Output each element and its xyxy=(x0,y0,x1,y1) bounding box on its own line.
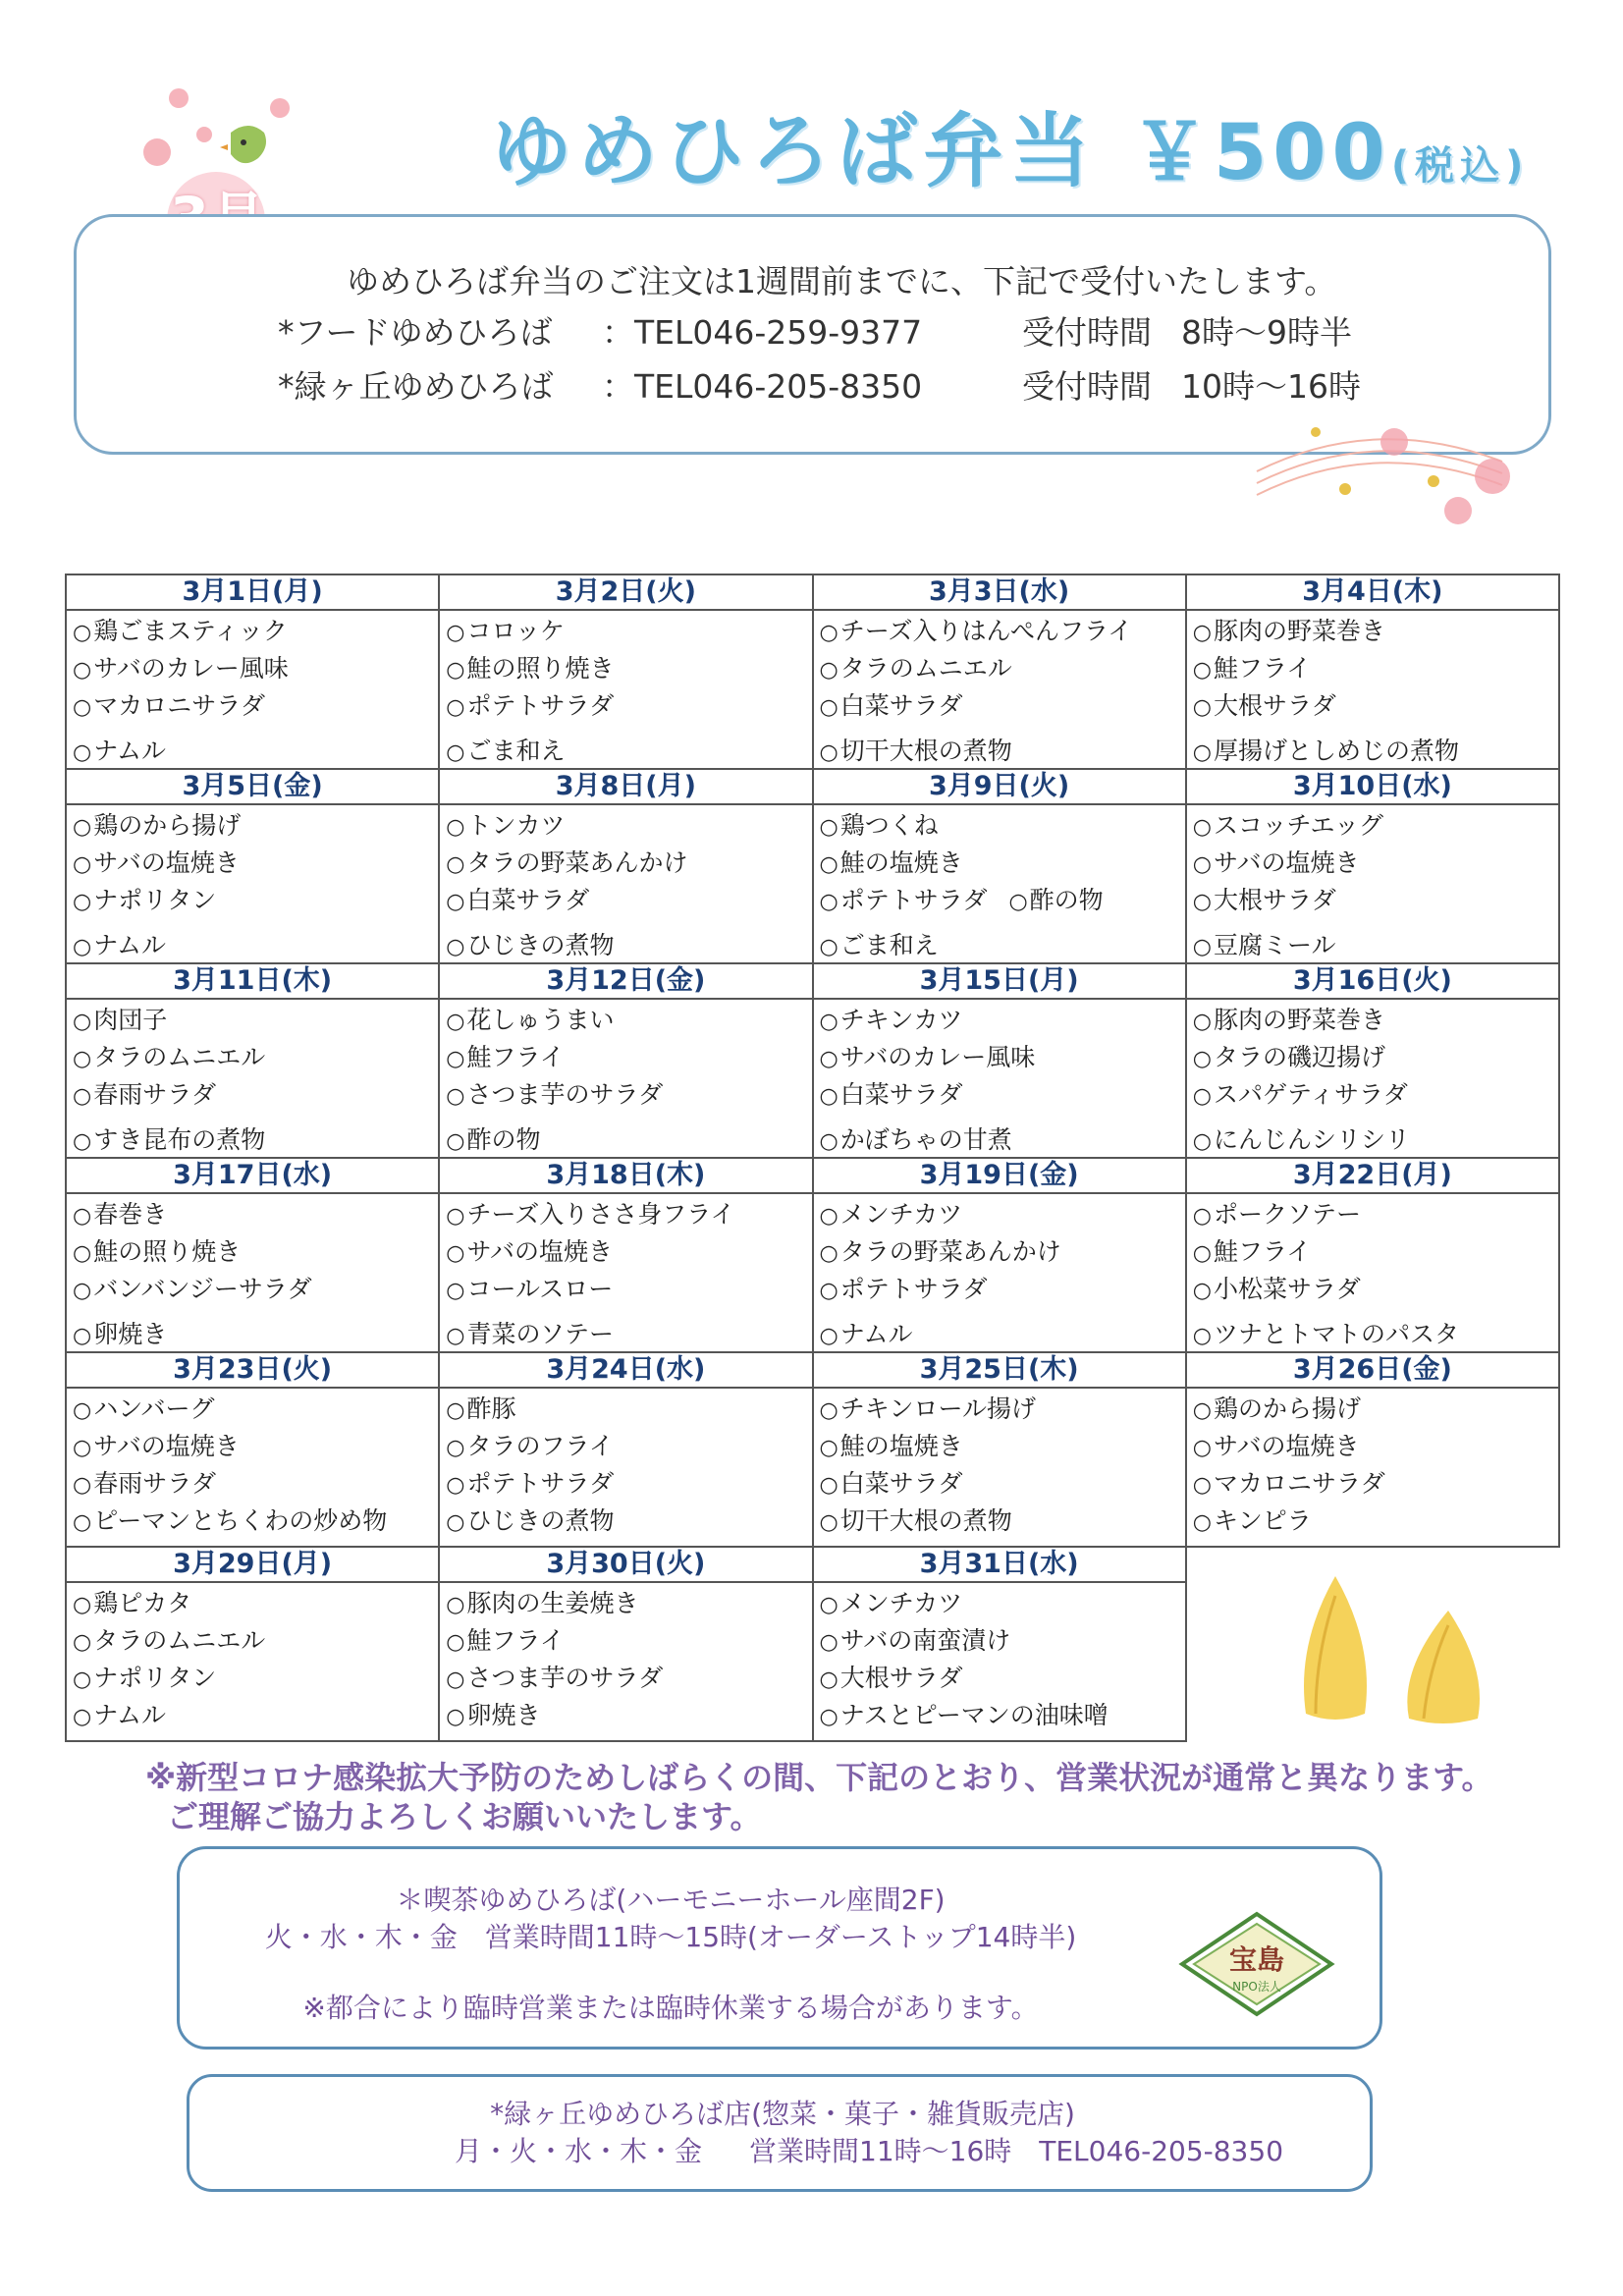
menu-item: ○ ナポリタン xyxy=(73,1660,438,1697)
menu-item: ○ ポテトサラダ xyxy=(820,1271,1185,1308)
menu-item: ○ 鮭の照り焼き xyxy=(73,1233,438,1271)
menu-item: ○ ナポリタン xyxy=(73,882,438,919)
store-info-box xyxy=(187,2074,1373,2192)
menu-day-cell xyxy=(66,769,439,963)
menu-item: ○ メンチカツ xyxy=(820,1585,1185,1622)
menu-item: ○ 大根サラダ xyxy=(1193,687,1558,725)
menu-item: ○ ごま和え xyxy=(820,927,1185,964)
order-phone: ：TEL046-205-8350 xyxy=(602,367,923,406)
cafe-note: ※都合により臨時営業または臨時休業する場合があります。 xyxy=(302,1992,1039,2024)
menu-item: ○ 卵焼き xyxy=(446,1697,811,1734)
order-store-name: *緑ヶ丘ゆめひろば xyxy=(278,367,554,406)
title-price: ￥500 xyxy=(1131,109,1391,197)
menu-item: ○ ナスとピーマンの油味噌 xyxy=(820,1697,1185,1734)
menu-item-text: ポテトサラダ xyxy=(839,886,988,914)
menu-item: ○ キンピラ xyxy=(1193,1503,1558,1540)
menu-item: ○ 白菜サラダ xyxy=(820,1465,1185,1503)
menu-item-extra: ○ 酢の物 xyxy=(1008,886,1103,914)
menu-item: ○ 肉団子 xyxy=(73,1002,438,1039)
menu-item: ○ スパゲティサラダ xyxy=(1193,1076,1558,1114)
music-flower-decoration xyxy=(1247,412,1522,540)
day-date: 3月22日(月) xyxy=(1187,1159,1558,1194)
menu-item: ○ タラのムニエル xyxy=(73,1039,438,1076)
menu-item: ○ 鮭の塩焼き xyxy=(820,1428,1185,1465)
day-date: 3月26日(金) xyxy=(1187,1353,1558,1389)
day-date: 3月10日(水) xyxy=(1187,770,1558,805)
menu-item: ○ ひじきの煮物 xyxy=(446,927,811,964)
page-title xyxy=(491,98,1571,206)
menu-item: ○ 卵焼き xyxy=(73,1316,438,1353)
menu-item: ○ 大根サラダ xyxy=(820,1660,1185,1697)
menu-item: ○ サバの塩焼き xyxy=(1193,845,1558,882)
menu-item: ○ 鮭フライ xyxy=(1193,650,1558,687)
day-date: 3月24日(水) xyxy=(440,1353,811,1389)
menu-item: ○ チキンカツ xyxy=(820,1002,1185,1039)
order-store-name: *フードゆめひろば xyxy=(278,313,553,352)
menu-week-row xyxy=(66,1158,1559,1352)
menu-day-cell xyxy=(1186,1158,1559,1352)
menu-item: ○ 大根サラダ xyxy=(1193,882,1558,919)
menu-item: ○ サバのカレー風味 xyxy=(73,650,438,687)
day-date: 3月3日(水) xyxy=(814,575,1185,611)
menu-item: ○ 鶏のから揚げ xyxy=(73,807,438,845)
day-date: 3月4日(木) xyxy=(1187,575,1558,611)
menu-item: ○ チーズ入りはんぺんフライ xyxy=(820,613,1185,650)
menu-item: ○ ツナとトマトのパスタ xyxy=(1193,1316,1558,1353)
store-title: *緑ヶ丘ゆめひろば店(惣菜・菓子・雑貨販売店) xyxy=(490,2098,1075,2130)
menu-day-cell xyxy=(439,769,812,963)
cafe-title: ＊喫茶ゆめひろば(ハーモニーホール座間2F) xyxy=(396,1884,946,1916)
menu-day-cell xyxy=(813,963,1186,1158)
menu-item: ○ コロッケ xyxy=(446,613,811,650)
menu-item: ○ ハンバーグ xyxy=(73,1391,438,1428)
menu-item: ○ バンバンジーサラダ xyxy=(73,1271,438,1308)
menu-item: ○ ひじきの煮物 xyxy=(446,1503,811,1540)
menu-item: ○ 小松菜サラダ xyxy=(1193,1271,1558,1308)
order-hours: 10時～16時 xyxy=(1181,367,1361,406)
store-hours: 営業時間11時～16時 TEL046-205-8350 xyxy=(749,2135,1284,2167)
menu-item: ○ サバの塩焼き xyxy=(73,845,438,882)
order-hours-label: 受付時間 xyxy=(1022,367,1152,406)
menu-item: ○ サバの南蛮漬け xyxy=(820,1622,1185,1660)
menu-day-cell xyxy=(813,1547,1186,1741)
menu-item: ○ スコッチエッグ xyxy=(1193,807,1558,845)
menu-day-cell xyxy=(1186,1352,1559,1547)
menu-item: ○ 白菜サラダ xyxy=(820,1076,1185,1114)
menu-item: ○ タラのムニエル xyxy=(820,650,1185,687)
covid-notice-line: ※新型コロナ感染拡大予防のためしばらくの間、下記のとおり、営業状況が通常と異なります。 xyxy=(145,1759,1493,1796)
menu-item: ○ かぼちゃの甘煮 xyxy=(820,1121,1185,1159)
day-date: 3月17日(水) xyxy=(67,1159,438,1194)
cafe-hours: 火・水・木・金 営業時間11時～15時(オーダーストップ14時半) xyxy=(264,1921,1077,1953)
menu-item: ○ 春雨サラダ xyxy=(73,1465,438,1503)
menu-item: ○ タラのムニエル xyxy=(73,1622,438,1660)
menu-day-cell xyxy=(439,1547,812,1741)
menu-item: ○ 鶏ごまスティック xyxy=(73,613,438,650)
day-date: 3月30日(火) xyxy=(440,1548,811,1583)
menu-item: ○ マカロニサラダ xyxy=(1193,1465,1558,1503)
menu-item: ○ 厚揚げとしめじの煮物 xyxy=(1193,733,1558,770)
menu-day-cell xyxy=(813,574,1186,769)
menu-item: ○ 鶏つくね xyxy=(820,807,1185,845)
day-date: 3月2日(火) xyxy=(440,575,811,611)
menu-item: ○ タラのフライ xyxy=(446,1428,811,1465)
covid-notice xyxy=(145,1758,1540,1836)
menu-item: ○ サバの塩焼き xyxy=(73,1428,438,1465)
order-notice: ゆめひろば弁当のご注文は1週間前までに、下記で受付いたします。 xyxy=(347,262,1337,301)
menu-day-cell xyxy=(1186,963,1559,1158)
menu-item: ○ 切干大根の煮物 xyxy=(820,1503,1185,1540)
menu-item: ○ マカロニサラダ xyxy=(73,687,438,725)
menu-item: ○ ナムル xyxy=(820,1316,1185,1353)
menu-item: ○ 白菜サラダ xyxy=(446,882,811,919)
bamboo-shoot-illustration xyxy=(1276,1566,1512,1728)
day-date: 3月12日(金) xyxy=(440,964,811,1000)
menu-day-cell xyxy=(1186,769,1559,963)
menu-item: ○ ナムル xyxy=(73,733,438,770)
day-date: 3月16日(火) xyxy=(1187,964,1558,1000)
menu-day-cell xyxy=(439,1158,812,1352)
logo-sub-text: NPO法人 xyxy=(1232,1980,1281,1994)
menu-item: ○ 豚肉の野菜巻き xyxy=(1193,613,1558,650)
menu-item: ○ 青菜のソテー xyxy=(446,1316,811,1353)
day-date: 3月11日(木) xyxy=(67,964,438,1000)
menu-item: ○ メンチカツ xyxy=(820,1196,1185,1233)
title-tax: (税込) xyxy=(1390,143,1530,189)
menu-item: ○ タラの磯辺揚げ xyxy=(1193,1039,1558,1076)
logo-main-text: 宝島 xyxy=(1228,1943,1285,1976)
menu-day-cell xyxy=(813,1352,1186,1547)
day-date: 3月15日(月) xyxy=(814,964,1185,1000)
menu-week-row xyxy=(66,769,1559,963)
menu-item: ○ 鮭フライ xyxy=(446,1622,811,1660)
menu-item: ○ トンカツ xyxy=(446,807,811,845)
menu-item: ○ ピーマンとちくわの炒め物 xyxy=(73,1503,438,1540)
menu-item: ○ 鮭フライ xyxy=(1193,1233,1558,1271)
menu-item: ○ 鮭の塩焼き xyxy=(820,845,1185,882)
day-date: 3月23日(火) xyxy=(67,1353,438,1389)
menu-week-row xyxy=(66,1352,1559,1547)
day-date: 3月29日(月) xyxy=(67,1548,438,1583)
menu-item: ○ さつま芋のサラダ xyxy=(446,1660,811,1697)
menu-item: ○ 酢豚 xyxy=(446,1391,811,1428)
order-hours: 8時～9時半 xyxy=(1181,313,1352,352)
menu-item: ○ 花しゅうまい xyxy=(446,1002,811,1039)
menu-item: ○ ポークソテー xyxy=(1193,1196,1558,1233)
menu-item: ○ ごま和え xyxy=(446,733,811,770)
menu-day-cell xyxy=(66,1158,439,1352)
day-date: 3月19日(金) xyxy=(814,1159,1185,1194)
menu-day-cell xyxy=(813,769,1186,963)
menu-day-cell xyxy=(66,1547,439,1741)
menu-item: ○ 鶏のから揚げ xyxy=(1193,1391,1558,1428)
menu-item: ○ タラの野菜あんかけ xyxy=(446,845,811,882)
menu-item: ○ 春巻き xyxy=(73,1196,438,1233)
menu-day-cell xyxy=(439,574,812,769)
menu-day-cell xyxy=(813,1158,1186,1352)
day-date: 3月25日(木) xyxy=(814,1353,1185,1389)
menu-day-cell xyxy=(66,963,439,1158)
menu-item: ○ コールスロー xyxy=(446,1271,811,1308)
menu-item: ○ チキンロール揚げ xyxy=(820,1391,1185,1428)
menu-day-cell xyxy=(1186,574,1559,769)
day-date: 3月9日(火) xyxy=(814,770,1185,805)
menu-item: ○ サバの塩焼き xyxy=(1193,1428,1558,1465)
menu-day-cell xyxy=(66,1352,439,1547)
menu-item: ○ ポテトサラダ xyxy=(446,687,811,725)
menu-item: ○ 豚肉の野菜巻き xyxy=(1193,1002,1558,1039)
menu-week-row xyxy=(66,963,1559,1158)
day-date: 3月1日(月) xyxy=(67,575,438,611)
menu-item: ○ サバのカレー風味 xyxy=(820,1039,1185,1076)
menu-item: ○ すき昆布の煮物 xyxy=(73,1121,438,1159)
menu-item: ○ 豚肉の生姜焼き xyxy=(446,1585,811,1622)
title-text: ゆめひろば弁当 xyxy=(491,105,1097,198)
store-days: 月・火・水・木・金 xyxy=(455,2135,703,2167)
day-date: 3月8日(月) xyxy=(440,770,811,805)
menu-item: ○ 鮭フライ xyxy=(446,1039,811,1076)
day-date: 3月5日(金) xyxy=(67,770,438,805)
menu-item: ○ にんじんシリシリ xyxy=(1193,1121,1558,1159)
menu-item: ○ 酢の物 xyxy=(446,1121,811,1159)
menu-item-with-extra xyxy=(820,882,1185,919)
menu-item: ○ 鮭の照り焼き xyxy=(446,650,811,687)
menu-item: ○ 白菜サラダ xyxy=(820,687,1185,725)
menu-item: ○ ナムル xyxy=(73,927,438,964)
npo-logo-icon xyxy=(1178,1910,1335,2018)
menu-item: ○ サバの塩焼き xyxy=(446,1233,811,1271)
day-date: 3月31日(水) xyxy=(814,1548,1185,1583)
menu-item: ○ さつま芋のサラダ xyxy=(446,1076,811,1114)
menu-item: ○ 鶏ピカタ xyxy=(73,1585,438,1622)
menu-item: ○ 春雨サラダ xyxy=(73,1076,438,1114)
menu-item: ○ 豆腐ミール xyxy=(1193,927,1558,964)
menu-day-cell xyxy=(66,574,439,769)
menu-item: ○ ポテトサラダ xyxy=(446,1465,811,1503)
order-hours-label: 受付時間 xyxy=(1022,313,1152,352)
covid-notice-line: ご理解ご協力よろしくお願いいたします。 xyxy=(167,1798,762,1835)
menu-item: ○ チーズ入りささ身フライ xyxy=(446,1196,811,1233)
menu-item: ○ 切干大根の煮物 xyxy=(820,733,1185,770)
menu-day-cell xyxy=(439,963,812,1158)
order-phone: ：TEL046-259-9377 xyxy=(602,313,923,352)
menu-week-row xyxy=(66,574,1559,769)
menu-day-cell xyxy=(439,1352,812,1547)
menu-item: ○ タラの野菜あんかけ xyxy=(820,1233,1185,1271)
day-date: 3月18日(木) xyxy=(440,1159,811,1194)
menu-item: ○ ナムル xyxy=(73,1697,438,1734)
